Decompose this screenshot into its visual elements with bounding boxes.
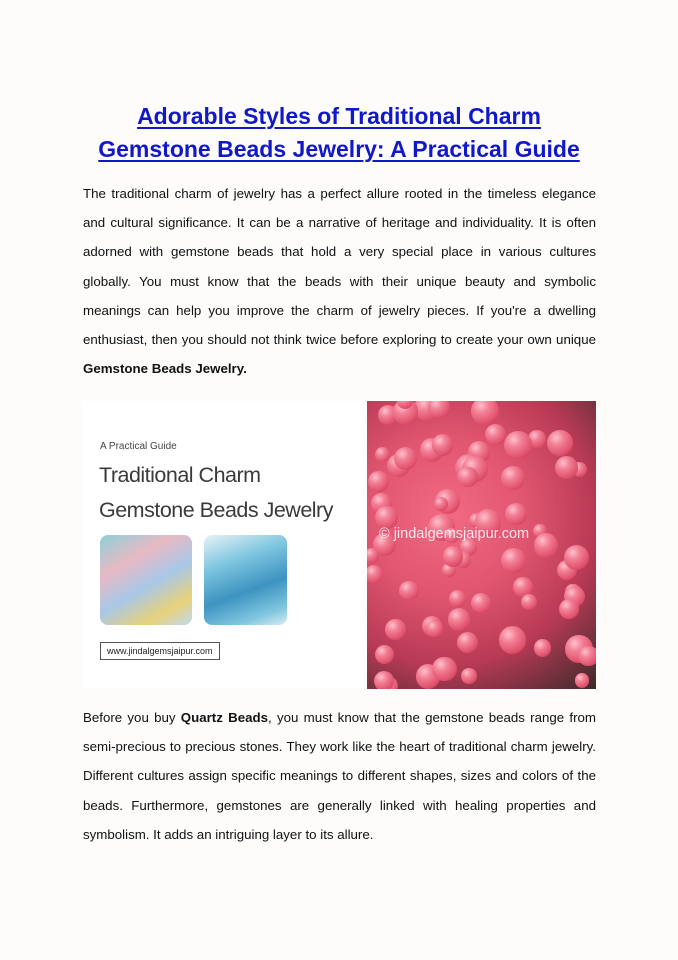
promo-heading-line1: Traditional Charm [99,463,261,487]
quartz-bold-keyword: Quartz Beads [180,710,269,725]
promo-image [83,401,363,688]
bead-decoration [449,590,466,607]
bead-decoration [443,546,463,566]
bead-decoration [368,471,389,492]
multicolor-beads-thumbnail [100,535,192,625]
intro-bold-keyword: Gemstone Beads Jewelry. [83,361,247,377]
blue-beads-thumbnail [204,535,287,625]
bead-decoration [432,657,456,681]
bead-decoration [499,626,527,654]
bead-decoration [375,645,394,664]
bead-decoration [501,466,525,490]
bead-decoration [521,594,537,610]
intro-text: The traditional charm of jewelry has a perfect allure rooted in the timeless elegance and cultural significance. It can be a narrative of heritage and individuality. It is often adorned with gemstone beads that hold a very special place in various cultures globally. You must know that the beads with their unique beauty and symbolic meanings can help you improve the charm of jewelry pieces. If you're a dwelling enthusiast, then you should not think twice before exploring to create your own unique [83,186,596,348]
intro-paragraph [83,179,596,383]
quartz-paragraph [83,703,596,849]
bead-decoration [461,668,477,684]
bead-decoration [559,599,579,619]
bead-decoration [385,619,406,640]
bead-decoration [457,632,478,653]
bead-decoration [432,434,454,456]
bead-decoration [534,639,552,657]
bead-decoration [394,447,417,470]
bead-decoration [367,565,383,583]
bead-decoration [578,646,596,666]
bead-decoration [471,593,491,613]
bead-decoration [457,467,477,487]
bead-decoration [564,545,589,570]
title-link-line2[interactable]: Gemstone Beads Jewelry: A Practical Guide [98,136,580,162]
bead-decoration [534,533,559,558]
quartz-text-before: Before you buy [83,710,181,725]
bead-decoration [505,503,527,525]
bead-decoration [504,431,532,459]
bead-decoration [448,608,470,630]
bead-decoration [485,424,506,445]
bead-decoration [547,430,573,456]
bead-decoration [471,401,498,425]
bead-decoration [501,548,525,572]
bead-decoration [399,581,418,600]
promo-heading-line2: Gemstone Beads Jewelry [99,498,333,522]
photo-watermark: © jindalgemsjaipur.com [379,526,530,542]
bead-decoration [426,620,443,637]
bead-decoration [575,673,590,688]
bead-decoration [367,548,379,563]
quartz-text-after: , you must know that the gemstone beads range from semi-precious to precious stones. They work like the heart of traditional charm jewelry. Different cultures assign specific meanings to different shapes, sizes and colors of the beads. Furthermore, gemstones are generally linked with healing properties and symbolism. It adds an intriguing layer to its allure. [83,710,597,842]
bead-decoration [428,401,449,418]
promo-url: www.jindalgemsjaipur.com [100,642,220,660]
pink-beads-photo [367,401,596,689]
bead-decoration [374,671,394,689]
title-link-line1[interactable]: Adorable Styles of Traditional Charm [137,103,541,129]
page-title [60,100,618,166]
bead-decoration [555,456,578,479]
promo-subtitle: A Practical Guide [100,441,177,452]
